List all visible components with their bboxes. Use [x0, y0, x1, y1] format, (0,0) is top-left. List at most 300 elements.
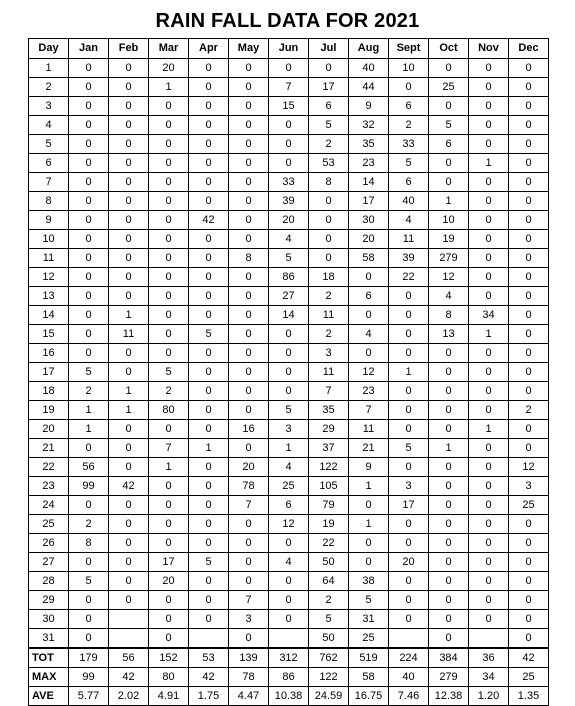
rain-cell: 20 — [149, 572, 189, 591]
rain-cell: 0 — [509, 230, 549, 249]
rain-cell: 39 — [389, 249, 429, 268]
rain-cell: 0 — [109, 249, 149, 268]
rain-cell: 0 — [109, 268, 149, 287]
rain-cell: 8 — [229, 249, 269, 268]
rain-cell: 0 — [389, 344, 429, 363]
summary-value: 42 — [509, 648, 549, 668]
rain-cell: 35 — [309, 401, 349, 420]
rain-cell: 0 — [69, 59, 109, 78]
rain-cell: 0 — [149, 173, 189, 192]
rain-cell: 0 — [429, 572, 469, 591]
rain-cell: 0 — [189, 59, 229, 78]
summary-value: 80 — [149, 668, 189, 687]
rain-cell: 0 — [389, 401, 429, 420]
rain-cell: 5 — [269, 401, 309, 420]
day-cell: 20 — [29, 420, 69, 439]
rain-cell: 0 — [229, 116, 269, 135]
rain-cell: 0 — [189, 515, 229, 534]
rain-cell: 0 — [69, 496, 109, 515]
rain-cell: 0 — [469, 192, 509, 211]
day-cell: 1 — [29, 59, 69, 78]
rain-cell: 0 — [149, 154, 189, 173]
rain-cell: 19 — [309, 515, 349, 534]
rain-cell: 0 — [189, 287, 229, 306]
rain-cell: 0 — [509, 173, 549, 192]
table-row — [29, 116, 549, 135]
rain-cell: 0 — [429, 496, 469, 515]
rain-cell: 58 — [349, 249, 389, 268]
summary-value: 78 — [229, 668, 269, 687]
summary-label: TOT — [29, 648, 69, 668]
rain-cell: 5 — [309, 116, 349, 135]
rain-cell: 0 — [429, 629, 469, 649]
day-cell: 29 — [29, 591, 69, 610]
rain-cell: 0 — [389, 591, 429, 610]
rain-cell: 2 — [149, 382, 189, 401]
rain-cell: 0 — [229, 268, 269, 287]
column-header-apr: Apr — [189, 39, 229, 59]
rain-cell: 0 — [109, 59, 149, 78]
rain-cell: 0 — [389, 458, 429, 477]
day-cell: 27 — [29, 553, 69, 572]
rain-cell: 0 — [69, 192, 109, 211]
rain-cell: 0 — [69, 306, 109, 325]
rain-cell: 10 — [429, 211, 469, 230]
rain-cell — [269, 629, 309, 649]
rain-cell: 0 — [269, 135, 309, 154]
rain-cell: 35 — [349, 135, 389, 154]
rain-cell: 6 — [309, 97, 349, 116]
rain-cell: 0 — [429, 515, 469, 534]
rain-cell: 37 — [309, 439, 349, 458]
rain-cell: 0 — [109, 553, 149, 572]
rain-cell: 0 — [509, 306, 549, 325]
rain-cell: 0 — [149, 135, 189, 154]
rain-cell: 0 — [269, 534, 309, 553]
rain-cell: 0 — [149, 629, 189, 649]
rain-cell: 0 — [469, 534, 509, 553]
summary-row-tot — [29, 648, 549, 668]
rain-cell: 0 — [189, 610, 229, 629]
rain-cell: 5 — [69, 363, 109, 382]
rain-cell: 105 — [309, 477, 349, 496]
rain-cell: 8 — [69, 534, 109, 553]
table-row — [29, 572, 549, 591]
rain-cell — [109, 629, 149, 649]
rain-cell: 0 — [509, 249, 549, 268]
rain-cell: 0 — [269, 344, 309, 363]
summary-label: AVE — [29, 687, 69, 706]
day-cell: 13 — [29, 287, 69, 306]
rain-cell: 0 — [69, 173, 109, 192]
summary-value: 34 — [469, 668, 509, 687]
rain-cell: 3 — [389, 477, 429, 496]
rain-cell: 0 — [109, 116, 149, 135]
rain-cell: 5 — [269, 249, 309, 268]
rain-cell: 0 — [509, 135, 549, 154]
rain-cell: 0 — [509, 325, 549, 344]
rain-cell: 1 — [469, 420, 509, 439]
summary-value: 224 — [389, 648, 429, 668]
rain-cell: 3 — [269, 420, 309, 439]
rain-cell: 6 — [269, 496, 309, 515]
rain-cell: 0 — [69, 591, 109, 610]
rain-cell: 34 — [469, 306, 509, 325]
rain-cell: 0 — [509, 268, 549, 287]
rain-cell: 23 — [349, 382, 389, 401]
rain-cell: 0 — [229, 287, 269, 306]
rain-cell: 0 — [469, 211, 509, 230]
day-cell: 9 — [29, 211, 69, 230]
table-row — [29, 230, 549, 249]
rain-cell: 0 — [109, 78, 149, 97]
rain-cell: 0 — [469, 97, 509, 116]
table-row — [29, 363, 549, 382]
summary-value: 40 — [389, 668, 429, 687]
rain-cell: 0 — [109, 591, 149, 610]
rain-cell: 0 — [189, 154, 229, 173]
table-row — [29, 610, 549, 629]
rain-cell: 0 — [429, 458, 469, 477]
rain-cell: 279 — [429, 249, 469, 268]
rain-cell: 80 — [149, 401, 189, 420]
rain-cell: 0 — [149, 477, 189, 496]
day-cell: 3 — [29, 97, 69, 116]
rain-cell: 0 — [469, 591, 509, 610]
rain-cell: 22 — [309, 534, 349, 553]
table-row — [29, 477, 549, 496]
rain-cell: 7 — [229, 496, 269, 515]
rain-cell: 0 — [349, 344, 389, 363]
rain-cell: 1 — [349, 477, 389, 496]
rain-cell: 0 — [109, 534, 149, 553]
rain-cell: 56 — [69, 458, 109, 477]
rain-cell: 0 — [149, 515, 189, 534]
rain-cell: 2 — [389, 116, 429, 135]
rain-cell: 0 — [69, 287, 109, 306]
rain-cell: 0 — [109, 344, 149, 363]
summary-value: 25 — [509, 668, 549, 687]
day-cell: 18 — [29, 382, 69, 401]
day-cell: 15 — [29, 325, 69, 344]
rain-cell: 33 — [269, 173, 309, 192]
rain-cell: 0 — [429, 591, 469, 610]
column-header-dec: Dec — [509, 39, 549, 59]
rain-cell: 0 — [429, 553, 469, 572]
rain-cell: 2 — [309, 591, 349, 610]
rain-cell: 1 — [389, 363, 429, 382]
column-header-aug: Aug — [349, 39, 389, 59]
rain-cell: 0 — [109, 154, 149, 173]
day-cell: 6 — [29, 154, 69, 173]
summary-value: 1.75 — [189, 687, 229, 706]
rain-cell: 0 — [189, 135, 229, 154]
rain-cell: 0 — [109, 230, 149, 249]
rain-cell: 0 — [469, 363, 509, 382]
summary-value: 762 — [309, 648, 349, 668]
rain-cell: 0 — [109, 420, 149, 439]
table-row — [29, 173, 549, 192]
summary-value: 99 — [69, 668, 109, 687]
rain-cell: 122 — [309, 458, 349, 477]
rain-cell: 79 — [309, 496, 349, 515]
rain-cell: 0 — [149, 306, 189, 325]
rain-cell: 0 — [469, 173, 509, 192]
rain-cell: 0 — [109, 287, 149, 306]
rain-cell: 32 — [349, 116, 389, 135]
rain-cell: 0 — [509, 59, 549, 78]
rain-cell: 0 — [189, 268, 229, 287]
rain-cell: 0 — [149, 610, 189, 629]
rain-cell: 11 — [109, 325, 149, 344]
rain-cell: 0 — [69, 249, 109, 268]
rain-cell: 0 — [229, 534, 269, 553]
day-cell: 10 — [29, 230, 69, 249]
rain-cell: 1 — [269, 439, 309, 458]
summary-value: 1.35 — [509, 687, 549, 706]
column-header-jul: Jul — [309, 39, 349, 59]
day-cell: 31 — [29, 629, 69, 649]
rain-cell: 1 — [429, 439, 469, 458]
summary-value: 24.59 — [309, 687, 349, 706]
rain-cell: 0 — [389, 572, 429, 591]
rain-cell: 0 — [469, 59, 509, 78]
day-cell: 11 — [29, 249, 69, 268]
day-cell: 22 — [29, 458, 69, 477]
rain-cell: 0 — [469, 496, 509, 515]
rain-cell: 18 — [309, 268, 349, 287]
rain-cell: 0 — [109, 496, 149, 515]
rain-cell: 0 — [349, 268, 389, 287]
rain-cell: 0 — [469, 401, 509, 420]
rain-cell: 0 — [149, 249, 189, 268]
day-cell: 12 — [29, 268, 69, 287]
rain-cell: 0 — [469, 268, 509, 287]
rain-cell: 50 — [309, 553, 349, 572]
rain-cell: 5 — [389, 439, 429, 458]
summary-value: 139 — [229, 648, 269, 668]
rain-cell: 0 — [149, 97, 189, 116]
rain-cell: 12 — [429, 268, 469, 287]
rain-cell: 0 — [229, 439, 269, 458]
rain-cell: 0 — [429, 154, 469, 173]
column-header-jan: Jan — [69, 39, 109, 59]
rain-cell: 0 — [189, 192, 229, 211]
rain-cell: 0 — [469, 230, 509, 249]
table-row — [29, 382, 549, 401]
rain-cell: 0 — [69, 116, 109, 135]
rain-cell: 1 — [349, 515, 389, 534]
table-row — [29, 458, 549, 477]
rain-cell: 16 — [229, 420, 269, 439]
rain-cell: 5 — [309, 610, 349, 629]
rain-cell: 0 — [509, 439, 549, 458]
rain-cell: 6 — [349, 287, 389, 306]
rain-cell: 4 — [269, 553, 309, 572]
day-cell: 19 — [29, 401, 69, 420]
rain-cell: 6 — [429, 135, 469, 154]
rain-cell: 0 — [269, 325, 309, 344]
rain-cell: 20 — [269, 211, 309, 230]
rain-cell: 0 — [389, 382, 429, 401]
rain-cell: 0 — [69, 135, 109, 154]
rain-cell: 0 — [469, 515, 509, 534]
table-row — [29, 325, 549, 344]
table-row — [29, 591, 549, 610]
header-row — [29, 39, 549, 59]
rain-cell: 0 — [69, 610, 109, 629]
rain-cell: 0 — [509, 154, 549, 173]
rain-cell: 0 — [69, 154, 109, 173]
rain-cell: 0 — [149, 496, 189, 515]
rain-cell: 0 — [149, 268, 189, 287]
summary-value: 5.77 — [69, 687, 109, 706]
rain-cell: 0 — [509, 629, 549, 649]
rain-cell: 0 — [309, 211, 349, 230]
table-row — [29, 534, 549, 553]
rain-cell: 0 — [389, 534, 429, 553]
column-header-feb: Feb — [109, 39, 149, 59]
rain-cell: 0 — [109, 572, 149, 591]
rain-cell: 0 — [189, 591, 229, 610]
table-row — [29, 344, 549, 363]
rain-cell: 17 — [149, 553, 189, 572]
rain-cell: 0 — [269, 610, 309, 629]
rain-cell: 4 — [269, 230, 309, 249]
rain-cell: 0 — [389, 325, 429, 344]
rain-cell: 1 — [109, 382, 149, 401]
rain-cell: 0 — [69, 325, 109, 344]
rain-cell: 7 — [269, 78, 309, 97]
rain-cell: 0 — [229, 135, 269, 154]
rain-cell: 1 — [189, 439, 229, 458]
rain-cell: 1 — [69, 420, 109, 439]
rain-cell: 2 — [69, 382, 109, 401]
rain-cell: 0 — [69, 629, 109, 649]
rain-cell: 0 — [189, 534, 229, 553]
rain-cell: 15 — [269, 97, 309, 116]
rain-cell: 0 — [429, 610, 469, 629]
rain-cell: 25 — [509, 496, 549, 515]
rain-cell: 0 — [109, 363, 149, 382]
summary-value: 152 — [149, 648, 189, 668]
rain-cell: 25 — [349, 629, 389, 649]
rain-cell: 53 — [309, 154, 349, 173]
rain-cell: 20 — [349, 230, 389, 249]
rain-cell: 7 — [229, 591, 269, 610]
rain-cell: 0 — [469, 249, 509, 268]
rain-cell: 0 — [189, 420, 229, 439]
rain-cell: 0 — [269, 591, 309, 610]
rain-cell: 0 — [389, 420, 429, 439]
rain-cell — [109, 610, 149, 629]
rain-cell: 0 — [269, 572, 309, 591]
rain-cell: 5 — [429, 116, 469, 135]
column-header-oct: Oct — [429, 39, 469, 59]
rain-cell: 0 — [269, 154, 309, 173]
rain-cell: 11 — [389, 230, 429, 249]
rain-cell: 0 — [429, 363, 469, 382]
rain-cell: 0 — [189, 458, 229, 477]
day-cell: 24 — [29, 496, 69, 515]
rain-cell: 0 — [269, 116, 309, 135]
table-row — [29, 401, 549, 420]
rain-cell: 5 — [189, 553, 229, 572]
rain-cell: 0 — [69, 268, 109, 287]
rain-cell: 23 — [349, 154, 389, 173]
rain-cell: 0 — [109, 173, 149, 192]
column-header-day: Day — [29, 39, 69, 59]
rain-cell: 0 — [109, 515, 149, 534]
rain-cell: 0 — [69, 97, 109, 116]
rain-cell — [469, 629, 509, 649]
rain-cell: 0 — [189, 116, 229, 135]
summary-value: 384 — [429, 648, 469, 668]
rain-cell: 0 — [149, 211, 189, 230]
rain-cell: 33 — [389, 135, 429, 154]
rain-cell: 2 — [309, 325, 349, 344]
rain-cell: 7 — [309, 382, 349, 401]
rain-cell: 5 — [189, 325, 229, 344]
rain-cell: 0 — [269, 363, 309, 382]
day-cell: 28 — [29, 572, 69, 591]
rain-cell: 0 — [69, 78, 109, 97]
rain-cell: 0 — [229, 59, 269, 78]
rain-cell: 5 — [149, 363, 189, 382]
rain-cell: 0 — [109, 97, 149, 116]
rain-cell: 30 — [349, 211, 389, 230]
summary-value: 42 — [109, 668, 149, 687]
rain-cell: 3 — [229, 610, 269, 629]
column-header-may: May — [229, 39, 269, 59]
rain-cell: 4 — [349, 325, 389, 344]
rain-cell: 0 — [509, 211, 549, 230]
page-title: RAIN FALL DATA FOR 2021 — [155, 10, 420, 32]
rain-cell: 9 — [349, 458, 389, 477]
rain-cell: 1 — [149, 78, 189, 97]
table-row — [29, 515, 549, 534]
rain-cell: 0 — [149, 287, 189, 306]
rain-cell: 0 — [509, 610, 549, 629]
rain-cell: 14 — [349, 173, 389, 192]
day-cell: 5 — [29, 135, 69, 154]
rain-cell: 40 — [389, 192, 429, 211]
rain-cell: 12 — [349, 363, 389, 382]
summary-value: 4.91 — [149, 687, 189, 706]
rain-cell: 99 — [69, 477, 109, 496]
rain-cell: 2 — [509, 401, 549, 420]
rain-cell: 0 — [109, 458, 149, 477]
rain-cell: 0 — [469, 610, 509, 629]
rain-cell: 7 — [149, 439, 189, 458]
rain-cell: 0 — [149, 344, 189, 363]
rain-cell: 12 — [509, 458, 549, 477]
day-cell: 30 — [29, 610, 69, 629]
rain-cell: 1 — [469, 325, 509, 344]
rain-cell: 0 — [349, 496, 389, 515]
rain-cell: 0 — [429, 401, 469, 420]
rain-cell: 0 — [109, 439, 149, 458]
day-cell: 17 — [29, 363, 69, 382]
rain-cell: 0 — [429, 344, 469, 363]
summary-value: 53 — [189, 648, 229, 668]
rain-cell: 0 — [389, 306, 429, 325]
rain-cell: 0 — [149, 192, 189, 211]
summary-value: 519 — [349, 648, 389, 668]
summary-value: 16.75 — [349, 687, 389, 706]
day-cell: 25 — [29, 515, 69, 534]
column-header-nov: Nov — [469, 39, 509, 59]
